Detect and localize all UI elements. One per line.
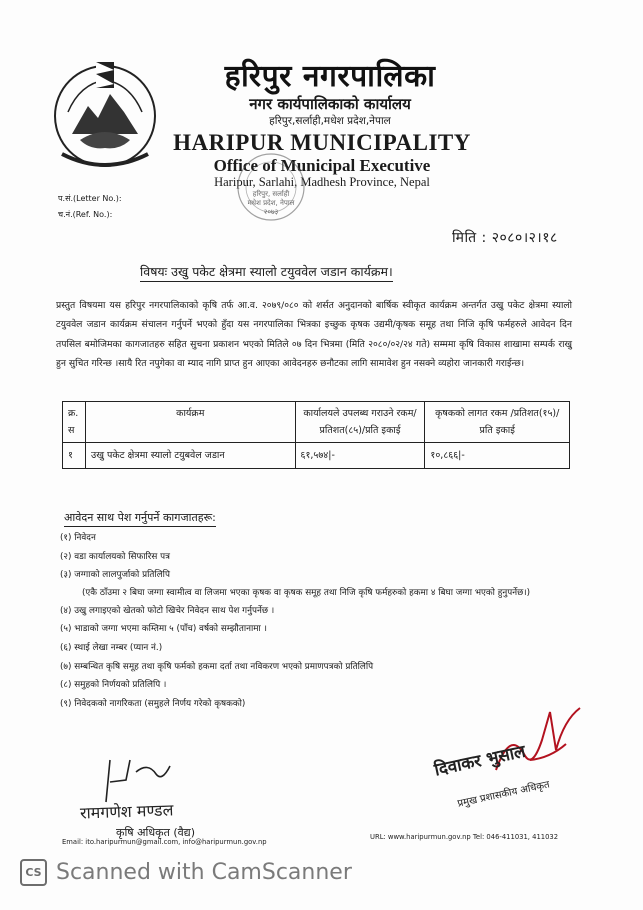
signatory-left-name: रामगणेश मण्डल — [79, 800, 174, 823]
reference-number-label: च.नं.(Ref. No.): — [58, 210, 113, 219]
signatory-left-title: कृषि अधिकृत (वैद्य) — [116, 826, 196, 839]
address-english: Haripur, Sarlahi, Madhesh Province, Nepal — [214, 175, 430, 189]
list-item: (१) निवेदन — [60, 533, 96, 543]
cell-sn: १ — [63, 443, 86, 469]
document-date: मिति : २०८०।२।१८ — [452, 230, 558, 246]
footer-email: Email: ito.haripurmun@gmail.com, info@haripurmun.gov.np — [62, 838, 267, 846]
office-name-nepali: नगर कार्यपालिकाको कार्यालय — [249, 95, 411, 113]
list-item: (६) स्थाई लेखा नम्बर (प्यान नं.) — [60, 642, 163, 653]
list-item: (९) निवेदकको नागरिकता (समुहले निर्णय गरेको कृषकको) — [60, 698, 246, 709]
column-header-sn: क्र. स — [63, 402, 86, 443]
list-item: (४) उखु लगाइएको खेतको फोटो खिचेर निवेदन साथ पेश गर्नुपर्नेछ । — [60, 605, 275, 616]
column-header-program: कार्यक्रम — [86, 402, 296, 443]
list-item: (८) समुहको निर्णयको प्रतिलिपि । — [60, 680, 167, 691]
list-item: (५) भाडाको जग्गा भएमा कम्तिमा ५ (पाँच) वर्षको सम्झौतानामा । — [60, 624, 267, 635]
signatory-right-title: प्रमुख प्रशासकीय अधिकृत — [456, 779, 551, 810]
column-header-office-share: कार्यालयले उपलब्ध गराउने रकम/प्रतिशत(८५)/प्रति इकाई — [295, 402, 425, 443]
nepal-emblem-icon — [50, 54, 160, 172]
stamp-text: २०७३ — [263, 208, 279, 216]
notice-body: प्रस्तुत विषयमा यस हरिपुर नगरपालिकाको कृषि तर्फ आ.व. २०७९/०८० को शर्सत अनुदानको बार्षिक स्वीकृत कार्यक्रम अन्तर्गत उखु पकेट क्षेत्रमा स्यालो टयुववेल जडान कार्यक्रम संचालन गर्नुपर्ने भएको हुँदा यस नगरपालिका भित्रका इच्छुक कृषक उद्यमी/कृषक समूह तथा निजि कृषि फर्महरुले आवेदन दिन तपसिल बमोजिमका कागजातहरु सहित सुचना प्रकाशन भएको मितिले ०७ दिन भित्रमा (मिति २०८०/०२/२४ गते) सम्ममा कृषि विकास शाखामा सम्पर्क राखु हुन सुचित गरिन्छ ।सायै रित नपुगेका वा म्याद नागि प्राप्त हुन आएका आवेदनहरु छनौटका लागि सामावेश हुन नसक्ने व्यहोरा जानकारी गराईन्छ। — [56, 300, 572, 370]
office-name-english: Office of Municipal Executive — [213, 156, 431, 175]
organization-name-nepali: हरिपुर नगरपालिका — [224, 59, 436, 94]
handwritten-signature-right — [490, 700, 590, 780]
cell-office-share: ६१,५७४|- — [295, 443, 425, 469]
letter-number-label: प.सं.(Letter No.): — [58, 194, 122, 203]
subject-line: विषयः उखु पकेट क्षेत्रमा स्यालो टयुववेल जडान कार्यक्रम। — [140, 263, 393, 282]
address-nepali: हरिपुर,सर्लाही,मधेश प्रदेश,नेपाल — [269, 115, 391, 127]
signatory-right-name: दिवाकर भुसाल — [432, 741, 528, 781]
table-header-row — [63, 402, 570, 443]
scanner-watermark-text: Scanned with CamScanner — [56, 860, 352, 885]
list-item: (२) वडा कार्यालयको सिफारिस पत्र — [60, 551, 170, 562]
list-item: (७) सम्बन्धित कृषि समूह तथा कृषि फर्मको हकमा दर्ता तथा नविकरण भएको प्रमाणपत्रको प्रतिलिपि — [60, 661, 374, 672]
table-row — [63, 443, 570, 469]
list-item-note: (एकै ठाँउमा २ बिघा जग्गा स्वामीत्व वा लिजमा भएका कृषक वा कृषक समूह तथा निजि कृषि फर्महरुको हकमा ४ बिघा जग्गा भएको हुनुपर्नेछ।) — [82, 587, 531, 598]
footer-url: URL: www.haripurmun.gov.np Tel: 046-411031, 411032 — [370, 833, 559, 841]
list-item: (३) जग्गाको लालपुर्जाको प्रतिलिपि — [60, 570, 170, 581]
required-documents-list — [60, 529, 580, 713]
cell-farmer-share: १०,८६६|- — [425, 443, 570, 469]
cell-program: उखु पकेट क्षेत्रमा स्यालो टयुबवेल जडान — [86, 443, 296, 469]
stamp-text: हरिपुर, सर्लाही — [252, 190, 290, 198]
stamp-text: मधेश प्रदेश, नेपाल — [247, 199, 295, 207]
camscanner-logo-icon: CS — [20, 859, 47, 886]
required-documents-heading: आवेदन साथ पेश गर्नुपर्ने कागजातहरू: — [64, 510, 216, 527]
organization-name-english: HARIPUR MUNICIPALITY — [173, 130, 471, 155]
program-table — [62, 401, 570, 469]
column-header-farmer-share: कृषकको लागत रकम /प्रतिशत(१५)/प्रति इकाई — [425, 402, 570, 443]
